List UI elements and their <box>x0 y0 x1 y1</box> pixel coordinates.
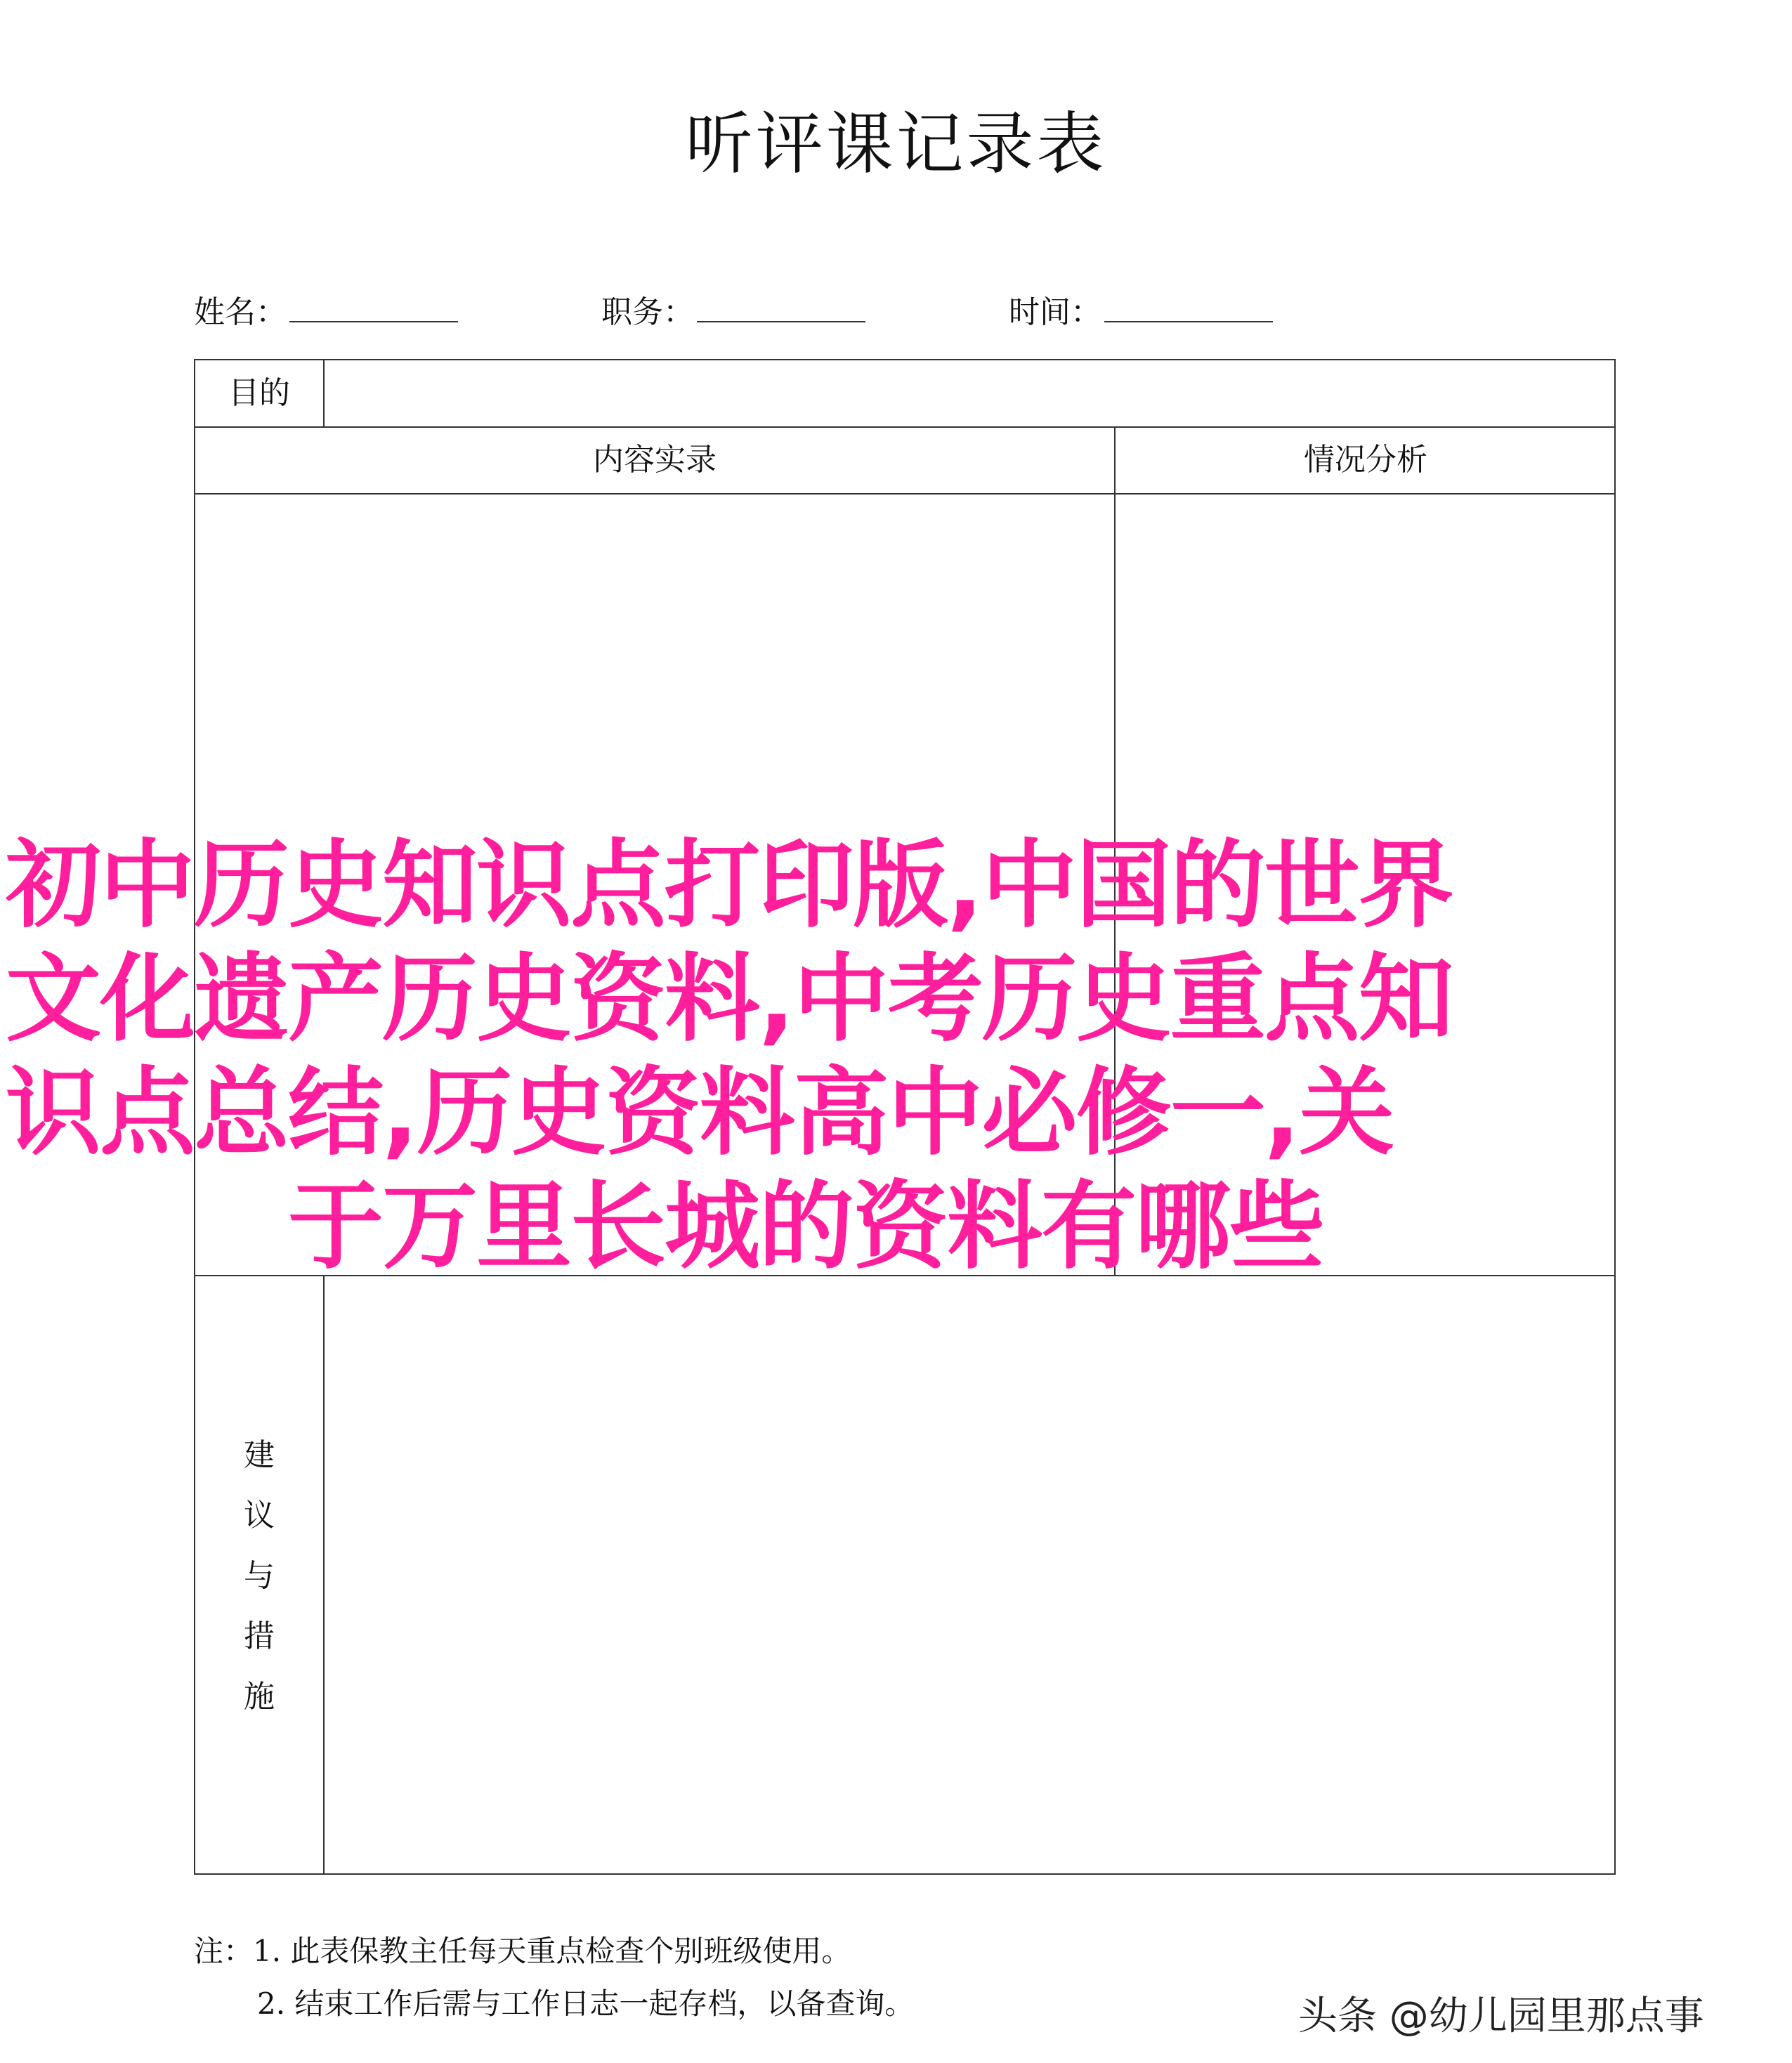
analysis-header: 情况分析 <box>1304 442 1427 478</box>
table-divider <box>323 1275 325 1875</box>
overlay-line: 初中历史知识点打印版,中国的世界 <box>6 830 1453 941</box>
name-label: 姓名： <box>194 294 287 330</box>
suggestion-char: 施 <box>244 1679 275 1715</box>
overlay-line: 于万里长城的资料有哪些 <box>288 1172 1323 1283</box>
purpose-label: 目的 <box>228 375 290 411</box>
form-title: 听评课记录表 <box>685 105 1107 183</box>
table-divider <box>195 493 1614 495</box>
position-blank <box>697 294 865 322</box>
name-field <box>194 288 458 337</box>
suggestion-char: 与 <box>244 1558 275 1594</box>
suggestion-char: 议 <box>244 1498 275 1533</box>
table-divider <box>323 360 325 426</box>
time-label: 时间： <box>1009 294 1101 330</box>
overlay-line: 文化遗产历史资料,中考历史重点知 <box>6 944 1453 1055</box>
form-header-fields <box>0 288 1792 337</box>
headline-overlay <box>0 829 1792 1284</box>
time-blank <box>1104 294 1273 322</box>
note-line-1: 注：1. 此表保教主任每天重点检查个别班级使用。 <box>194 1934 851 1968</box>
source-watermark: 头条 @幼儿园里那点事 <box>1298 1993 1704 2039</box>
note-line-2: 2. 结束工作后需与工作日志一起存档，以备查询。 <box>257 1986 915 2021</box>
content-record-header: 内容实录 <box>593 442 717 478</box>
position-field <box>601 288 865 337</box>
suggestion-char: 措 <box>244 1618 275 1654</box>
suggestion-label <box>195 1425 323 1727</box>
table-divider <box>195 426 1614 428</box>
overlay-line: 识点总结,历史资料高中必修一,关 <box>6 1058 1394 1169</box>
position-label: 职务： <box>601 294 694 330</box>
suggestion-char: 建 <box>244 1437 275 1473</box>
time-field <box>1009 288 1273 337</box>
name-blank <box>289 294 458 322</box>
